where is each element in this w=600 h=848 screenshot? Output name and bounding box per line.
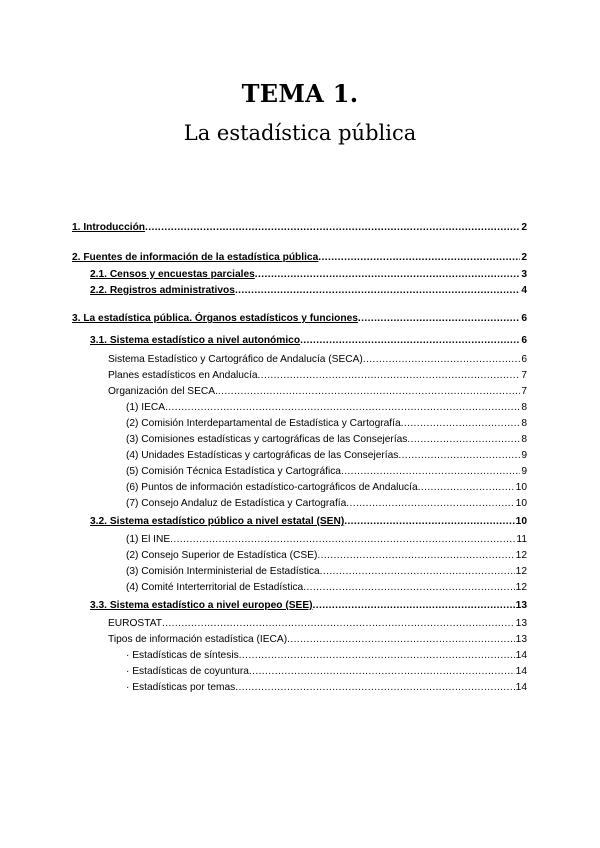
toc-entry-label: Planes estadísticos en Andalucía <box>108 370 258 381</box>
toc-entry[interactable] <box>72 221 527 235</box>
toc-page-number: 4 <box>521 285 527 296</box>
toc-leader-dots <box>401 417 521 431</box>
toc-page-number: 14 <box>515 650 527 661</box>
toc-leader-dots <box>145 221 520 235</box>
toc-page-number: 12 <box>515 550 527 561</box>
toc-page-number: 7 <box>521 370 527 381</box>
toc-page-number: 6 <box>521 335 527 346</box>
toc-entry-label: 2. Fuentes de información de la estadística pública <box>72 252 319 263</box>
toc-page-number: 10 <box>515 482 527 493</box>
toc-entry[interactable] <box>126 433 527 447</box>
toc-leader-dots <box>346 497 514 511</box>
toc-entry[interactable] <box>90 599 527 613</box>
toc-entry-label: (5) Comisión Técnica Estadística y Cartográfica <box>126 466 341 477</box>
toc-entry-label: 2.1. Censos y encuestas parciales <box>90 269 255 280</box>
toc-page-number: 3 <box>521 269 527 280</box>
toc-entry[interactable] <box>126 549 527 563</box>
toc-leader-dots <box>218 385 520 399</box>
toc-leader-dots <box>287 633 515 647</box>
toc-entry-label: (7) Consejo Andaluz de Estadística y Cartografía <box>126 498 347 509</box>
toc-entry-label: (1) IECA <box>126 402 166 413</box>
toc-page-number: 10 <box>515 516 527 527</box>
toc-entry-label: Sistema Estadístico y Cartográfico de Andalucía (SECA) <box>108 354 363 365</box>
toc-leader-dots <box>344 515 514 529</box>
toc-leader-dots <box>165 401 520 415</box>
toc-entry[interactable] <box>90 334 527 348</box>
toc-entry[interactable] <box>126 581 527 595</box>
toc-page-number: 6 <box>521 354 527 365</box>
toc-entry-label: Organización del SECA. <box>108 386 218 397</box>
toc-entry[interactable] <box>108 633 527 647</box>
toc-entry[interactable] <box>126 665 527 679</box>
toc-page-number: 6 <box>521 313 527 324</box>
toc-leader-dots <box>300 334 520 348</box>
toc-page-number: 10 <box>515 498 527 509</box>
toc-leader-dots <box>303 581 514 595</box>
toc-page-number: 11 <box>516 534 527 545</box>
toc-entry[interactable] <box>72 251 527 265</box>
toc-entry[interactable] <box>108 369 527 383</box>
toc-entry[interactable] <box>126 533 527 547</box>
toc-page-number: 2 <box>521 222 527 233</box>
toc-page-number: 9 <box>521 466 527 477</box>
toc-leader-dots <box>255 268 521 282</box>
toc-leader-dots <box>320 565 515 579</box>
toc-leader-dots <box>358 312 520 326</box>
toc-page-number: 7 <box>521 386 527 397</box>
toc-leader-dots <box>341 465 520 479</box>
toc-leader-dots <box>363 353 521 367</box>
toc-page-number: 13 <box>515 618 527 629</box>
toc-entry-label: · Estadísticas de síntesis <box>126 650 239 661</box>
toc-entry-label: 1. Introducción <box>72 222 146 233</box>
toc-entry[interactable] <box>108 617 527 631</box>
document-subtitle: La estadística pública <box>183 121 417 145</box>
toc-entry-label: 3. La estadística pública. Órganos estadísticos y funciones <box>72 313 358 324</box>
toc-entry-label: (3) Comisión Interministerial de Estadística <box>126 566 320 577</box>
toc-entry[interactable] <box>126 481 527 495</box>
toc-page-number: 8 <box>521 402 527 413</box>
toc-entry-label: (2) Comisión Interdepartamental de Estadística y Cartografía <box>126 418 401 429</box>
toc-entry-label: (4) Unidades Estadísticas y cartográficas de las Consejerías <box>126 450 399 461</box>
toc-entry-label: 3.2. Sistema estadístico público a nivel estatal (SEN) <box>90 516 345 527</box>
document-title: TEMA 1. <box>241 79 359 108</box>
toc-page-number: 9 <box>521 450 527 461</box>
toc-entry[interactable] <box>126 565 527 579</box>
toc-entry-label: (2) Consejo Superior de Estadística (CSE) <box>126 550 318 561</box>
toc-leader-dots <box>318 251 520 265</box>
toc-entry-label: 2.2. Registros administrativos <box>90 285 235 296</box>
toc-entry-label: · Estadísticas de coyuntura <box>126 666 249 677</box>
toc-page-number: 8 <box>521 434 527 445</box>
toc-leader-dots <box>170 533 515 547</box>
toc-page-number: 13 <box>515 600 527 611</box>
toc-entry[interactable] <box>126 417 527 431</box>
toc-leader-dots <box>407 433 520 447</box>
toc-entry[interactable] <box>126 497 527 511</box>
toc-leader-dots <box>239 649 515 663</box>
toc-entry[interactable] <box>126 465 527 479</box>
toc-entry[interactable] <box>108 353 527 367</box>
toc-page-number: 12 <box>515 566 527 577</box>
toc-leader-dots <box>249 665 515 679</box>
toc-entry[interactable] <box>90 268 527 282</box>
toc-page-number: 2 <box>521 252 527 263</box>
toc-entry[interactable] <box>126 681 527 695</box>
toc-page-number: 8 <box>521 418 527 429</box>
toc-leader-dots <box>162 617 515 631</box>
toc-entry[interactable] <box>126 449 527 463</box>
toc-page-number: 14 <box>515 682 527 693</box>
toc-entry-label: (1) El INE <box>126 534 171 545</box>
toc-leader-dots <box>258 369 521 383</box>
toc-leader-dots <box>235 681 514 695</box>
toc-entry-label: 3.3. Sistema estadístico a nivel europeo (SEE) <box>90 600 313 611</box>
toc-entry-label: · Estadísticas por temas <box>126 682 236 693</box>
toc-leader-dots <box>313 599 515 613</box>
toc-entry[interactable] <box>108 385 527 399</box>
toc-entry-label: (3) Comisiones estadísticas y cartográficas de las Consejerías <box>126 434 408 445</box>
toc-entry-label: EUROSTAT <box>108 618 162 629</box>
toc-page-number: 14 <box>515 666 527 677</box>
toc-entry[interactable] <box>90 515 527 529</box>
toc-entry-label: (6) Puntos de información estadístico-cartográficos de Andalucía <box>126 482 418 493</box>
toc-entry[interactable] <box>72 312 527 326</box>
toc-leader-dots <box>235 284 520 298</box>
toc-entry-label: (4) Comité Interterritorial de Estadística <box>126 582 304 593</box>
toc-entry[interactable] <box>126 401 527 415</box>
toc-leader-dots <box>398 449 520 463</box>
toc-leader-dots <box>418 481 515 495</box>
toc-page-number: 12 <box>515 582 527 593</box>
toc-entry-label: 3.1. Sistema estadístico a nivel autonómico <box>90 335 301 346</box>
toc-entry-label: Tipos de información estadística (IECA) <box>108 634 288 645</box>
toc-leader-dots <box>317 549 514 563</box>
toc-entry[interactable] <box>126 649 527 663</box>
toc-entry[interactable] <box>90 284 527 298</box>
toc-page-number: 13 <box>515 634 527 645</box>
